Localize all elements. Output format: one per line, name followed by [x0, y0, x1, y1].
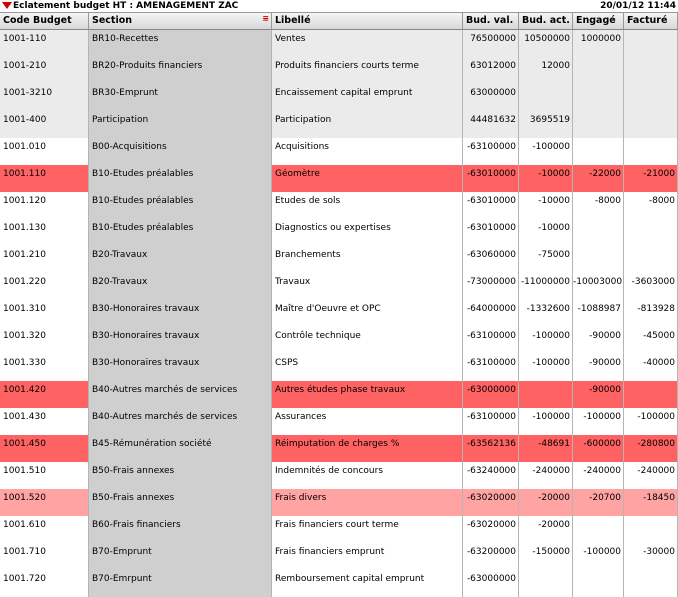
cell-bud-act: -20000 — [519, 516, 573, 543]
cell-bud-val: -63200000 — [463, 543, 519, 570]
window-title-bar — [0, 0, 678, 13]
table-row[interactable] — [0, 516, 678, 543]
cell-bud-val: -63060000 — [463, 246, 519, 273]
cell-libelle: Assurances — [272, 408, 463, 435]
cell-libelle: Frais financiers court terme — [272, 516, 463, 543]
cell-bud-val: -63020000 — [463, 489, 519, 516]
cell-section: B00-Acquisitions — [89, 138, 272, 165]
header-section-label: Section — [92, 15, 133, 26]
cell-bud-act: -150000 — [519, 543, 573, 570]
cell-engage — [573, 570, 624, 597]
cell-libelle: Acquisitions — [272, 138, 463, 165]
cell-section: B50-Frais annexes — [89, 489, 272, 516]
cell-engage — [573, 111, 624, 138]
cell-section: BR30-Emprunt — [89, 84, 272, 111]
cell-section: B70-Emprunt — [89, 543, 272, 570]
cell-code: 1001.310 — [0, 300, 89, 327]
table-row[interactable] — [0, 273, 678, 300]
table-header — [0, 13, 678, 30]
cell-engage — [573, 516, 624, 543]
cell-section: B30-Honoraires travaux — [89, 354, 272, 381]
cell-libelle: Branchements — [272, 246, 463, 273]
cell-section: B20-Travaux — [89, 246, 272, 273]
cell-code: 1001.720 — [0, 570, 89, 597]
cell-section: B30-Honoraires travaux — [89, 300, 272, 327]
cell-bud-act: -11000000 — [519, 273, 573, 300]
cell-bud-val: -63010000 — [463, 192, 519, 219]
cell-engage: -1088987 — [573, 300, 624, 327]
cell-bud-val: -64000000 — [463, 300, 519, 327]
cell-bud-act: -48691 — [519, 435, 573, 462]
cell-bud-val: 63000000 — [463, 84, 519, 111]
cell-code: 1001.510 — [0, 462, 89, 489]
cell-engage — [573, 219, 624, 246]
cell-bud-act: -10000 — [519, 192, 573, 219]
cell-engage — [573, 138, 624, 165]
table-row[interactable] — [0, 462, 678, 489]
cell-facture: -40000 — [624, 354, 678, 381]
cell-bud-act: 12000 — [519, 57, 573, 84]
collapse-triangle-icon[interactable] — [2, 2, 12, 9]
cell-engage: -90000 — [573, 381, 624, 408]
table-row[interactable] — [0, 219, 678, 246]
cell-libelle: Réimputation de charges % — [272, 435, 463, 462]
cell-bud-val: -63100000 — [463, 408, 519, 435]
cell-libelle: Contrôle technique — [272, 327, 463, 354]
table-row[interactable] — [0, 543, 678, 570]
table-row[interactable] — [0, 246, 678, 273]
date-time: 20/01/12 11:44 — [600, 1, 676, 11]
cell-code: 1001.520 — [0, 489, 89, 516]
table-row[interactable] — [0, 354, 678, 381]
cell-libelle: Maître d'Oeuvre et OPC — [272, 300, 463, 327]
cell-engage — [573, 84, 624, 111]
cell-code: 1001.330 — [0, 354, 89, 381]
cell-libelle: Autres études phase travaux — [272, 381, 463, 408]
header-libelle[interactable]: Libellé — [272, 13, 463, 29]
cell-bud-act: -10000 — [519, 219, 573, 246]
cell-code: 1001.320 — [0, 327, 89, 354]
table-row[interactable] — [0, 138, 678, 165]
cell-bud-val: -63010000 — [463, 165, 519, 192]
cell-facture: -30000 — [624, 543, 678, 570]
cell-section: Participation — [89, 111, 272, 138]
cell-section: B40-Autres marchés de services — [89, 408, 272, 435]
cell-section: B10-Etudes préalables — [89, 192, 272, 219]
cell-section: B30-Honoraires travaux — [89, 327, 272, 354]
cell-code: 1001.610 — [0, 516, 89, 543]
cell-code: 1001.210 — [0, 246, 89, 273]
cell-section: BR10-Recettes — [89, 30, 272, 57]
cell-bud-act: -240000 — [519, 462, 573, 489]
cell-code: 1001-110 — [0, 30, 89, 57]
cell-bud-act: 3695519 — [519, 111, 573, 138]
cell-section: BR20-Produits financiers — [89, 57, 272, 84]
cell-libelle: Ventes — [272, 30, 463, 57]
cell-libelle: Encaissement capital emprunt — [272, 84, 463, 111]
header-bud-act[interactable]: Bud. act. — [519, 13, 573, 29]
cell-bud-act: -100000 — [519, 354, 573, 381]
cell-engage — [573, 246, 624, 273]
cell-bud-val: -63020000 — [463, 516, 519, 543]
cell-libelle: Etudes de sols — [272, 192, 463, 219]
cell-engage: 1000000 — [573, 30, 624, 57]
table-row[interactable] — [0, 192, 678, 219]
table-row[interactable] — [0, 570, 678, 597]
cell-bud-act: 10500000 — [519, 30, 573, 57]
cell-bud-act: -100000 — [519, 327, 573, 354]
sort-menu-icon[interactable]: ≡ — [262, 14, 269, 23]
cell-facture — [624, 219, 678, 246]
header-engage[interactable]: Engagé — [573, 13, 624, 29]
cell-engage: -600000 — [573, 435, 624, 462]
cell-code: 1001.710 — [0, 543, 89, 570]
table-row[interactable] — [0, 111, 678, 138]
cell-engage: -90000 — [573, 327, 624, 354]
cell-engage: -20700 — [573, 489, 624, 516]
cell-engage: -10003000 — [573, 273, 624, 300]
cell-bud-act: -10000 — [519, 165, 573, 192]
cell-code: 1001-3210 — [0, 84, 89, 111]
cell-code: 1001.220 — [0, 273, 89, 300]
cell-code: 1001.430 — [0, 408, 89, 435]
cell-bud-val: 63012000 — [463, 57, 519, 84]
cell-facture: -280800 — [624, 435, 678, 462]
cell-code: 1001.010 — [0, 138, 89, 165]
header-section[interactable] — [89, 13, 272, 29]
cell-code: 1001.110 — [0, 165, 89, 192]
window-title: Eclatement budget HT : AMENAGEMENT ZAC — [13, 1, 239, 11]
cell-facture: -240000 — [624, 462, 678, 489]
cell-facture — [624, 138, 678, 165]
cell-facture — [624, 30, 678, 57]
cell-engage: -8000 — [573, 192, 624, 219]
cell-engage: -240000 — [573, 462, 624, 489]
cell-section: B10-Etudes préalables — [89, 165, 272, 192]
cell-code: 1001.120 — [0, 192, 89, 219]
cell-bud-val: -63562136 — [463, 435, 519, 462]
cell-facture — [624, 84, 678, 111]
cell-section: B70-Emrpunt — [89, 570, 272, 597]
cell-libelle: Participation — [272, 111, 463, 138]
cell-code: 1001-210 — [0, 57, 89, 84]
cell-section: B20-Travaux — [89, 273, 272, 300]
table-row[interactable] — [0, 300, 678, 327]
cell-bud-val: -63100000 — [463, 327, 519, 354]
cell-bud-val: -63100000 — [463, 354, 519, 381]
table-row[interactable] — [0, 435, 678, 462]
cell-section: B45-Rémunération société — [89, 435, 272, 462]
cell-bud-act — [519, 570, 573, 597]
cell-bud-act: -100000 — [519, 408, 573, 435]
table-row[interactable] — [0, 327, 678, 354]
table-row[interactable] — [0, 30, 678, 57]
cell-engage: -22000 — [573, 165, 624, 192]
cell-facture: -3603000 — [624, 273, 678, 300]
cell-facture: -813928 — [624, 300, 678, 327]
header-facture[interactable]: Facturé — [624, 13, 678, 29]
header-bud-val[interactable]: Bud. val. — [463, 13, 519, 29]
cell-bud-act: -75000 — [519, 246, 573, 273]
cell-facture: -21000 — [624, 165, 678, 192]
cell-bud-val: -63240000 — [463, 462, 519, 489]
cell-bud-act: -20000 — [519, 489, 573, 516]
cell-libelle: Géomètre — [272, 165, 463, 192]
cell-facture — [624, 516, 678, 543]
cell-facture — [624, 111, 678, 138]
cell-facture: -8000 — [624, 192, 678, 219]
cell-libelle: Travaux — [272, 273, 463, 300]
cell-bud-val: -63100000 — [463, 138, 519, 165]
cell-code: 1001.420 — [0, 381, 89, 408]
table-row[interactable] — [0, 165, 678, 192]
cell-engage: -100000 — [573, 543, 624, 570]
cell-libelle: Frais divers — [272, 489, 463, 516]
cell-section: B10-Etudes préalables — [89, 219, 272, 246]
cell-engage — [573, 57, 624, 84]
cell-section: B60-Frais financiers — [89, 516, 272, 543]
cell-bud-act: -100000 — [519, 138, 573, 165]
cell-bud-val: -63000000 — [463, 570, 519, 597]
cell-bud-val: 44481632 — [463, 111, 519, 138]
cell-section: B40-Autres marchés de services — [89, 381, 272, 408]
cell-bud-act — [519, 84, 573, 111]
cell-section: B50-Frais annexes — [89, 462, 272, 489]
cell-libelle: Diagnostics ou expertises — [272, 219, 463, 246]
cell-facture — [624, 381, 678, 408]
table-row[interactable] — [0, 408, 678, 435]
cell-engage: -90000 — [573, 354, 624, 381]
cell-bud-act: -1332600 — [519, 300, 573, 327]
cell-code: 1001-400 — [0, 111, 89, 138]
cell-engage: -100000 — [573, 408, 624, 435]
cell-bud-act — [519, 381, 573, 408]
cell-libelle: Remboursement capital emprunt — [272, 570, 463, 597]
cell-facture: -45000 — [624, 327, 678, 354]
cell-facture — [624, 246, 678, 273]
table-row[interactable] — [0, 84, 678, 111]
cell-code: 1001.450 — [0, 435, 89, 462]
cell-facture — [624, 570, 678, 597]
table-row[interactable] — [0, 489, 678, 516]
cell-libelle: Produits financiers courts terme — [272, 57, 463, 84]
table-row[interactable] — [0, 57, 678, 84]
cell-libelle: Frais financiers emprunt — [272, 543, 463, 570]
cell-bud-val: -63010000 — [463, 219, 519, 246]
cell-bud-val: 76500000 — [463, 30, 519, 57]
table-row[interactable] — [0, 381, 678, 408]
cell-facture: -100000 — [624, 408, 678, 435]
cell-libelle: Indemnités de concours — [272, 462, 463, 489]
header-code[interactable]: Code Budget — [0, 13, 89, 29]
cell-facture — [624, 57, 678, 84]
cell-code: 1001.130 — [0, 219, 89, 246]
cell-bud-val: -63000000 — [463, 381, 519, 408]
cell-libelle: CSPS — [272, 354, 463, 381]
cell-bud-val: -73000000 — [463, 273, 519, 300]
cell-facture: -18450 — [624, 489, 678, 516]
